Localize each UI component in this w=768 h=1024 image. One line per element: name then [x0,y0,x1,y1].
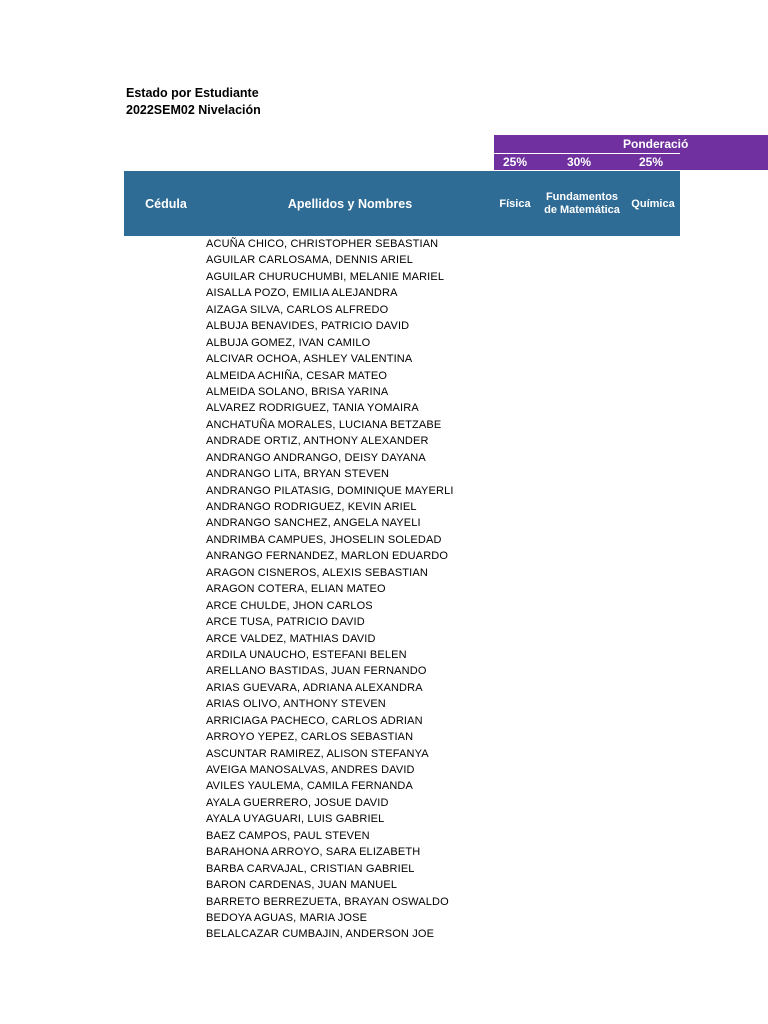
student-name-row: BARRETO BERREZUETA, BRAYAN OSWALDO [206,895,449,908]
student-name-row: ALVAREZ RODRIGUEZ, TANIA YOMAIRA [206,402,419,415]
student-name-row: ANDRANGO ANDRANGO, DEISY DAYANA [206,451,426,464]
ponderacion-divider [494,153,680,154]
student-name-row: ACUÑA CHICO, CHRISTOPHER SEBASTIAN [206,238,439,250]
student-name-row: ARELLANO BASTIDAS, JUAN FERNANDO [206,665,427,678]
student-name-row: ARCE VALDEZ, MATHIAS DAVID [206,632,376,645]
student-name-row: AGUILAR CARLOSAMA, DENNIS ARIEL [206,254,413,267]
column-header-fundamentos-line1: Fundamentos [545,190,619,203]
ponderacion-label: Ponderació [623,137,689,151]
report-title [126,85,261,119]
student-name-row: ARIAS OLIVO, ANTHONY STEVEN [206,698,386,711]
weight-quimica: 25% [638,155,664,169]
student-name-row: ALMEIDA SOLANO, BRISA YARINA [206,385,389,398]
student-name-row: ARCE CHULDE, JHON CARLOS [206,599,373,612]
student-name-row: AVILES YAULEMA, CAMILA FERNANDA [206,780,413,793]
student-name-row: ANCHATUÑA MORALES, LUCIANA BETZABE [206,418,442,431]
student-name-row: AYALA GUERRERO, JOSUE DAVID [206,796,389,809]
column-header-quimica: Química [631,197,675,210]
ponderacion-header [494,135,768,170]
column-header-fisica: Física [499,197,531,210]
student-name-row: ALBUJA GOMEZ, IVAN CAMILO [206,336,371,349]
student-list [206,236,454,943]
column-header-fundamentos [536,171,628,236]
student-name-row: AGUILAR CHURUCHUMBI, MELANIE MARIEL [206,270,445,283]
student-name-row: BEDOYA AGUAS, MARIA JOSE [206,911,368,924]
student-name-row: ARIAS GUEVARA, ADRIANA ALEXANDRA [206,681,423,694]
student-name-row: BARAHONA ARROYO, SARA ELIZABETH [206,846,421,859]
student-name-row: ARRICIAGA PACHECO, CARLOS ADRIAN [206,714,423,727]
student-name-row: ASCUNTAR RAMIREZ, ALISON STEFANYA [206,747,429,760]
weight-fisica: 25% [502,155,528,169]
student-name-row: AISALLA POZO, EMILIA ALEJANDRA [206,287,398,300]
student-name-row: ARAGON CISNEROS, ALEXIS SEBASTIAN [206,566,428,579]
student-name-row: ARDILA UNAUCHO, ESTEFANI BELEN [206,648,407,661]
student-name-row: AIZAGA SILVA, CARLOS ALFREDO [206,303,389,316]
table-header [124,171,680,236]
student-name-row: ANDRANGO SANCHEZ, ANGELA NAYELI [206,517,421,530]
student-name-row: ALBUJA BENAVIDES, PATRICIO DAVID [206,320,410,333]
student-name-row: ANRANGO FERNANDEZ, MARLON EDUARDO [206,550,449,563]
student-name-row: BELALCAZAR CUMBAJIN, ANDERSON JOE [206,928,435,941]
student-name-row: ARAGON COTERA, ELIAN MATEO [206,583,386,596]
student-name-row: AYALA UYAGUARI, LUIS GABRIEL [206,813,385,826]
student-name-row: ANDRANGO PILATASIG, DOMINIQUE MAYERLI [206,484,454,497]
student-name-row: ANDRADE ORTIZ, ANTHONY ALEXANDER [206,435,429,448]
column-header-nombres: Apellidos y Nombres [287,196,413,211]
column-header-fundamentos-line2: de Matemática [544,203,620,216]
student-name-row: BARBA CARVAJAL, CRISTIAN GABRIEL [206,862,415,875]
student-name-row: ANDRANGO RODRIGUEZ, KEVIN ARIEL [206,501,417,513]
student-name-row: AVEIGA MANOSALVAS, ANDRES DAVID [206,764,415,776]
student-name-row: BARON CARDENAS, JUAN MANUEL [206,879,398,892]
column-header-cedula: Cédula [145,196,187,211]
weight-fundamentos: 30% [566,155,592,169]
report-title-line2: 2022SEM02 Nivelación [126,103,261,117]
student-name-row: ARROYO YEPEZ, CARLOS SEBASTIAN [206,731,414,744]
student-name-row: ALMEIDA ACHIÑA, CESAR MATEO [206,369,388,382]
student-name-row: ANDRANGO LITA, BRYAN STEVEN [206,468,390,481]
student-name-row: ALCIVAR OCHOA, ASHLEY VALENTINA [206,353,413,366]
student-name-row: ANDRIMBA CAMPUES, JHOSELIN SOLEDAD [206,533,442,546]
student-name-row: BAEZ CAMPOS, PAUL STEVEN [206,829,370,842]
student-name-row: ARCE TUSA, PATRICIO DAVID [206,616,365,629]
report-title-line1: Estado por Estudiante [126,86,259,100]
